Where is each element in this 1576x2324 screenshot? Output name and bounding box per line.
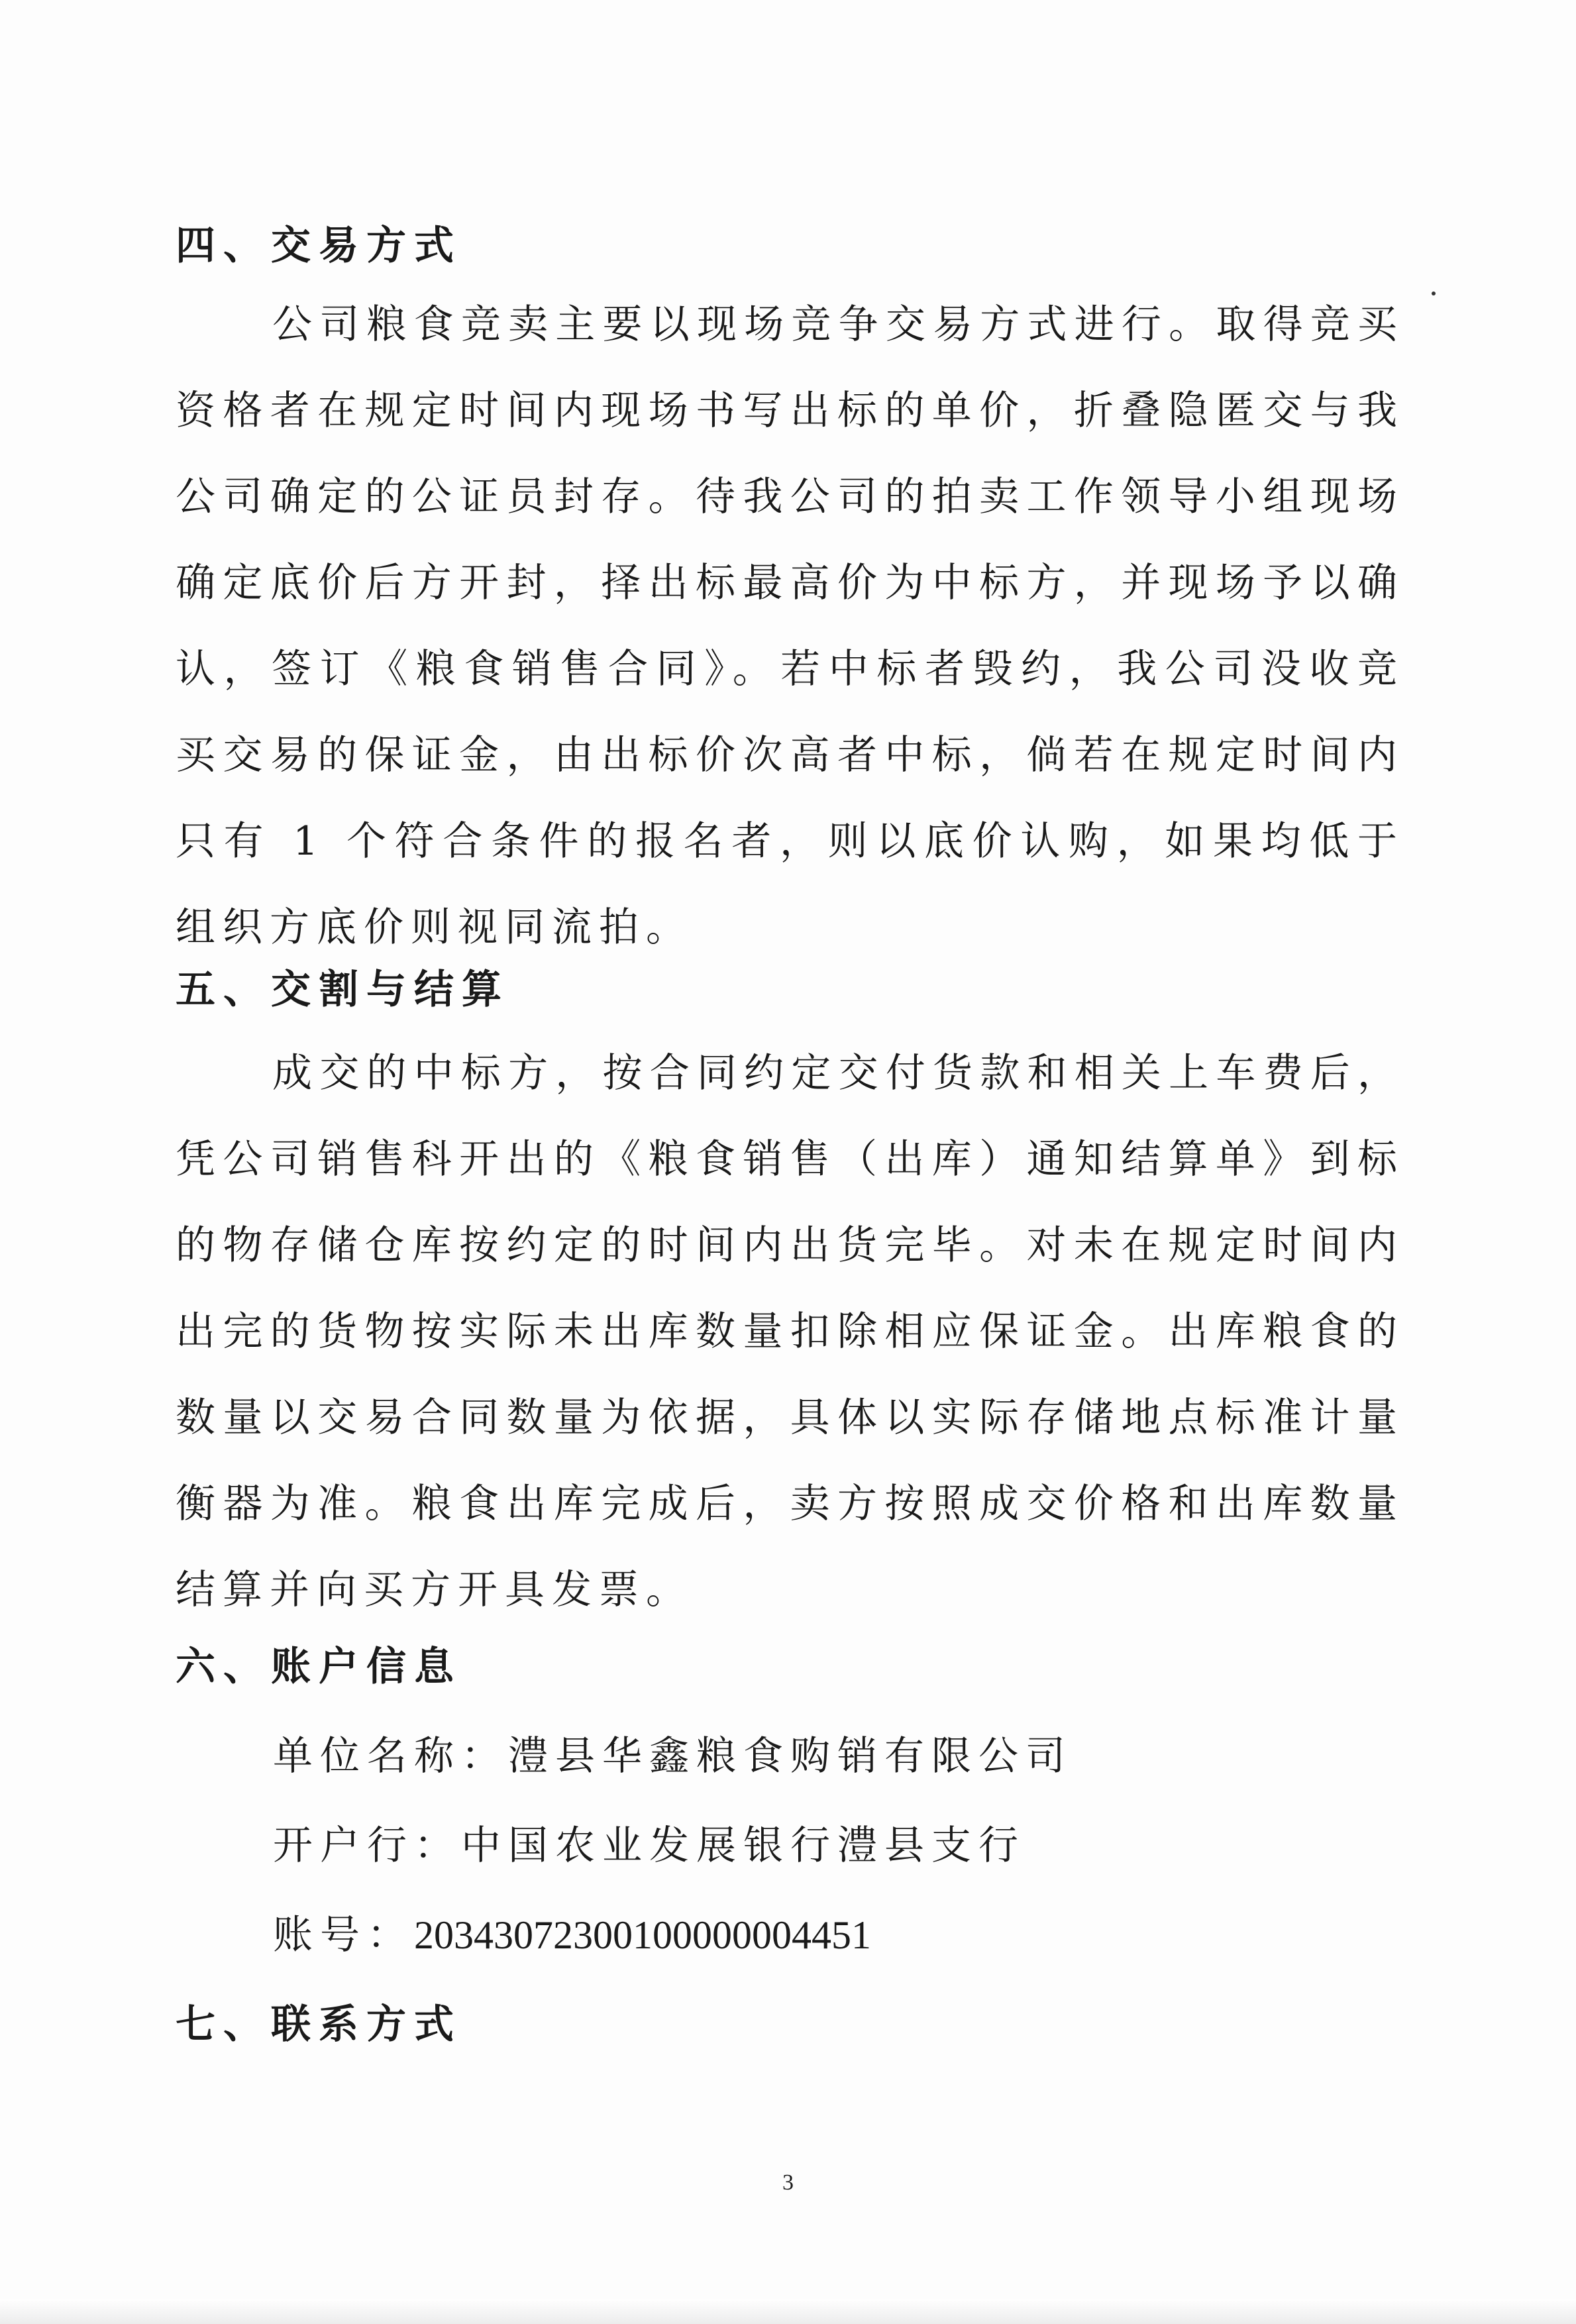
scan-edge-shade <box>0 2299 1576 2324</box>
account-company-line <box>273 1732 1073 1780</box>
account-company-label: 单位名称： <box>273 1733 508 1779</box>
account-number-line <box>273 1911 871 1959</box>
paragraph-delivery-settlement: 成交的中标方，按合同约定交付货款和相关上车费后，凭公司销售科开出的《粮食销售（出库）通知结算单》到标的物存储仓库按约定的时间内出货完毕。对未在规定时间内出完的货物按实际未出库数量扣除相应保证金。出库粮食的数量以交易合同数量为依据，具体以实际存储地点标准计量衡器为准。粮食出库完成后，卖方按照成交价格和出库数量结算并向买方开具发票。 <box>176 1050 1404 1613</box>
account-number-value: 20343072300100000004451 <box>414 1913 871 1957</box>
account-bank-label: 开户行： <box>273 1822 461 1869</box>
account-bank-value: 中国农业发展银行澧县支行 <box>461 1822 1025 1869</box>
account-number-label: 账号： <box>273 1912 414 1958</box>
section-heading-contact: 七、联系方式 <box>176 2001 462 2048</box>
section-heading-trade-method: 四、交易方式 <box>176 223 462 269</box>
page-number: 3 <box>782 2170 794 2195</box>
section-heading-account-info: 六、账户信息 <box>176 1644 462 1690</box>
account-bank-line <box>273 1822 1025 1870</box>
paragraph-trade-method: 公司粮食竞卖主要以现场竞争交易方式进行。取得竞买资格者在规定时间内现场书写出标的单价，折叠隐匿交与我公司确定的公证员封存。待我公司的拍卖工作领导小组现场确定底价后方开封，择出标最高价为中标方，并现场予以确认，签订《粮食销售合同》。若中标者毁约，我公司没收竞买交易的保证金，由出标价次高者中标，倘若在规定时间内只有 1 个符合条件的报名者，则以底价认购，如果均低于组织方底价则视同流拍。 <box>176 301 1404 951</box>
section-heading-delivery-settlement: 五、交割与结算 <box>176 967 509 1013</box>
scan-speck <box>1432 291 1436 295</box>
account-company-value: 澧县华鑫粮食购销有限公司 <box>508 1733 1073 1779</box>
